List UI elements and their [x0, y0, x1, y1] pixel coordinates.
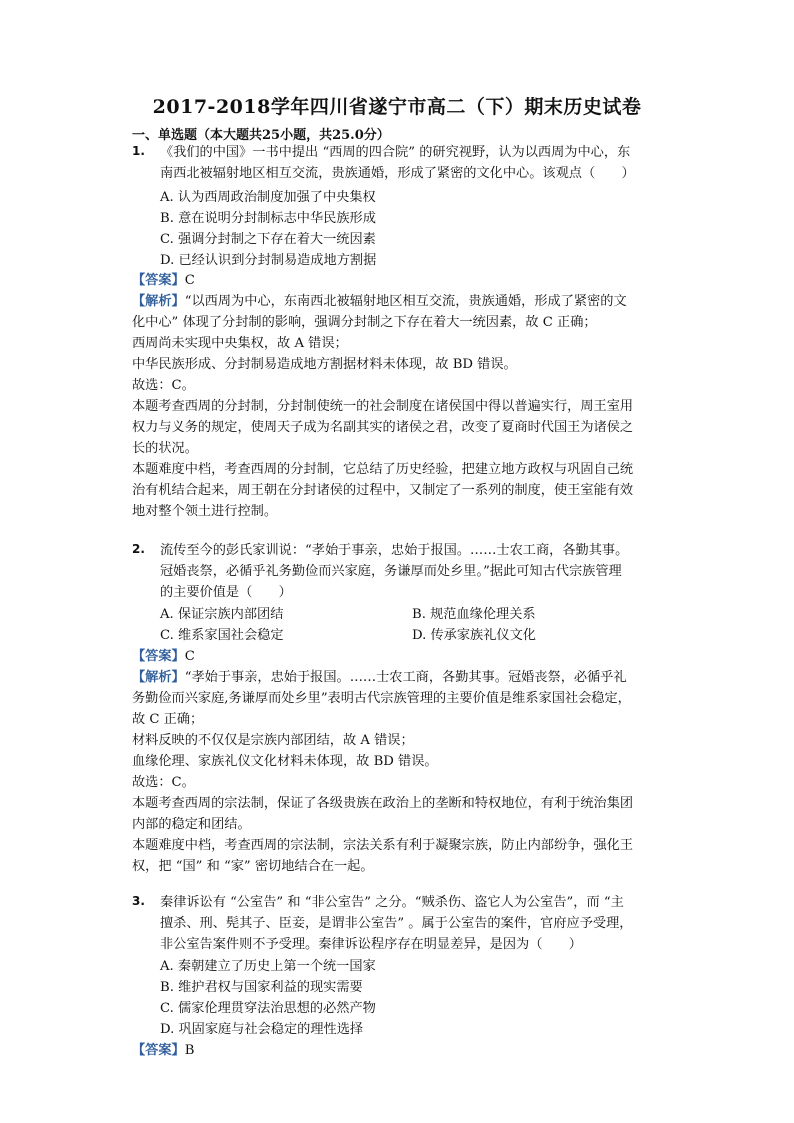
analysis-text: “以西周为中心，东南西北被辐射地区相互交流，贵族通婚，形成了紧密的文: [184, 294, 627, 309]
analysis-line: 本题考查西周的宗法制，保证了各级贵族在政治上的垄断和特权地位，有利于统治集团: [132, 796, 634, 811]
analysis-line: 血缘伦理、家族礼仪文化材料未体现，故 BD 错误。: [132, 754, 438, 769]
stem-line: 冠婚丧祭，必循乎礼务勤俭而兴家庭，务谦厚而处乡里。”据此可知古代宗族管理: [160, 564, 622, 579]
analysis-line: 中华民族形成、分封制易造成地方割据材料未体现，故 BD 错误。: [132, 357, 517, 372]
analysis-line: [132, 667, 677, 688]
option-b: B. 规范血缘伦理关系: [412, 607, 536, 622]
answer-tag: 【答案】: [132, 273, 185, 288]
analysis-line: 权，把 “国” 和 “家” 密切地结合在一起。: [132, 859, 374, 874]
option-c: C. 维系家国社会稳定: [160, 628, 284, 643]
option-b: B. 意在说明分封制标志中华民族形成: [160, 211, 376, 226]
analysis-line: 西周尚未实现中央集权，故 A 错误；: [132, 336, 348, 351]
answer-line: [132, 646, 677, 667]
stem-line: 南西北被辐射地区相互交流，贵族通婚，形成了紧密的文化中心。该观点（ ）: [160, 166, 635, 181]
answer-tag: 【答案】: [132, 649, 185, 664]
option-d: D. 已经认识到分封制易造成地方割据: [160, 253, 377, 268]
analysis-line: 务勤俭而兴家庭,务谦厚而处乡里”表明古代宗族管理的主要价值是维系家国社会稳定，: [132, 691, 631, 706]
page-title: 2017-2018学年四川省遂宁市高二（下）期末历史试卷: [152, 96, 642, 118]
analysis-text: “孝始于事亲，忠始于报国。……士农工商，各勤其事。冠婚丧祭，必循乎礼: [184, 670, 627, 685]
question-stem: [160, 540, 672, 603]
stem-line: 秦律诉讼有 “公室告” 和 “非公室告” 之分。“贼杀伤、盗它人为公室告”，而 “主: [160, 895, 624, 910]
analysis-line: 故选：C。: [132, 775, 195, 790]
analysis-line: 内部的稳定和团结。: [132, 817, 251, 832]
analysis-line: 化中心” 体现了分封制的影响，强调分封制之下存在着大一统因素，故 C 正确；: [132, 315, 597, 330]
analysis-tag: 【解析】: [132, 670, 185, 685]
analysis-line: 本题难度中档，考查西周的分封制，它总结了历史经验，把建立地方政权与巩固自己统: [132, 462, 634, 477]
question-number: 3.: [132, 894, 145, 908]
section-heading: 一、单选题（本大题共25小题，共25.0分）: [132, 128, 390, 143]
option-a: A. 保证宗族内部团结: [160, 607, 284, 622]
analysis-line: 本题考查西周的分封制，分封制使统一的社会制度在诸侯国中得以普遍实行，周王室用: [132, 399, 634, 414]
question-number: 1.: [132, 144, 145, 158]
analysis-line: 故选：C。: [132, 378, 195, 393]
stem-line: 流传至今的彭氏家训说：“孝始于事亲，忠始于报国。……士农工商，各勤其事。: [160, 543, 629, 558]
option-c: C. 强调分封制之下存在着大一统因素: [160, 232, 376, 247]
analysis-line: 长的状况。: [132, 441, 198, 456]
question-stem: [160, 142, 672, 184]
analysis-line: 材料反映的不仅仅是宗族内部团结，故 A 错误；: [132, 733, 414, 748]
stem-line: 非公室告案件则不予受理。秦律诉讼程序存在明显差异，是因为（ ）: [160, 937, 582, 952]
option-b: B. 维护君权与国家利益的现实需要: [160, 980, 363, 995]
stem-line: 擅杀、刑、髡其子、臣妾，是谓非公室告” 。属于公室告的案件，官府应予受理，: [160, 916, 633, 931]
question-stem: [160, 892, 672, 955]
answer-value: C: [184, 273, 195, 288]
option-d: D. 传承家族礼仪文化: [412, 628, 536, 643]
analysis-line: 地对整个领土进行控制。: [132, 504, 278, 519]
option-a: A. 认为西周政治制度加强了中央集权: [160, 190, 376, 205]
answer-line: [132, 270, 677, 291]
option-a: A. 秦朝建立了历史上第一个统一国家: [160, 959, 376, 974]
analysis-line: [132, 291, 677, 312]
analysis-line: 治有机结合起来，周王朝在分封诸侯的过程中，又制定了一系列的制度，使王室能有效: [132, 483, 634, 498]
question-number: 2.: [132, 542, 145, 556]
stem-line: 《我们的中国》一书中提出 “西周的四合院” 的研究视野，认为以西周为中心，东: [160, 145, 631, 160]
answer-value: C: [184, 649, 195, 664]
analysis-line: 权力与义务的规定，使周天子成为名副其实的诸侯之君，改变了夏商时代国王为诸侯之: [132, 420, 634, 435]
option-d: D. 巩固家庭与社会稳定的理性选择: [160, 1022, 364, 1037]
analysis-tag: 【解析】: [132, 294, 185, 309]
option-c: C. 儒家伦理贯穿法治思想的必然产物: [160, 1001, 376, 1016]
analysis-line: 故 C 正确；: [132, 712, 204, 727]
analysis-line: 本题难度中档，考查西周的宗法制，宗法关系有利于凝聚宗族，防止内部纷争，强化王: [132, 838, 634, 853]
answer-line: [132, 1040, 677, 1061]
stem-line: 的主要价值是（ ）: [160, 585, 292, 600]
answer-tag: 【答案】: [132, 1043, 185, 1058]
answer-value: B: [184, 1043, 195, 1058]
